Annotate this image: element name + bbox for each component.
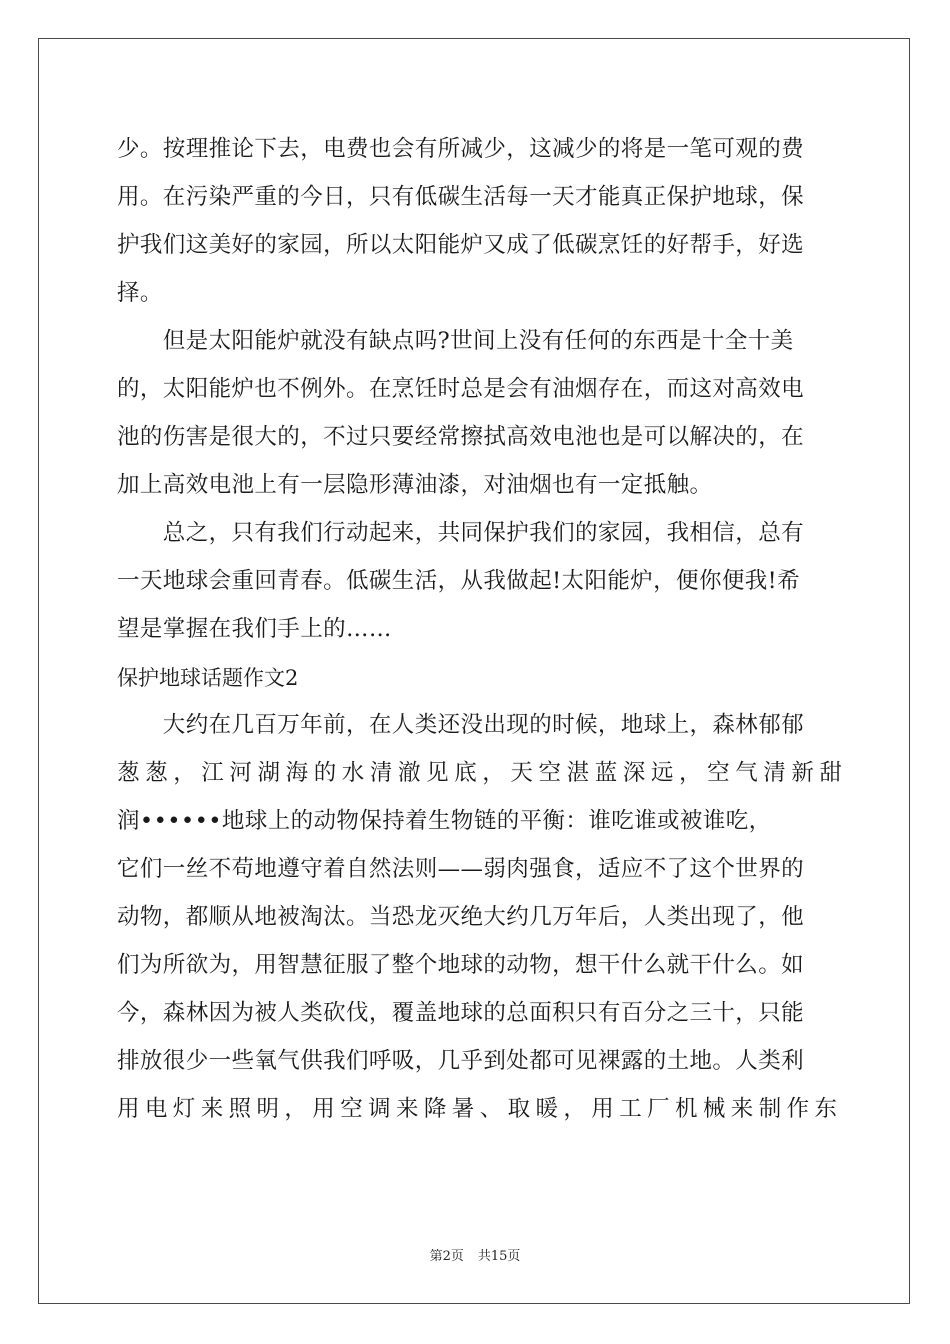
section-line: 它们一丝不苟地遵守着自然法则——弱肉强食，适应不了这个世界的 <box>117 856 805 882</box>
section-line: 葱葱，江河湖海的水清澈见底，天空湛蓝深远，空气清新甜 <box>117 760 848 786</box>
body-line: 但是太阳能炉就没有缺点吗?世间上没有任何的东西是十全十美 <box>117 328 794 354</box>
section-line: 润••••••地球上的动物保持着生物链的平衡：谁吃谁或被谁吃， <box>117 808 772 834</box>
body-line: 池的伤害是很大的，不过只要经常擦拭高效电池也是可以解决的，在 <box>117 424 805 450</box>
section-line: 动物，都顺从地被淘汰。当恐龙灭绝大约几万年后，人类出现了，他 <box>117 904 805 930</box>
body-line: 的，太阳能炉也不例外。在烹饪时总是会有油烟存在，而这对高效电 <box>117 376 805 402</box>
document-body <box>117 125 848 1133</box>
section-line: 大约在几百万年前，在人类还没出现的时候，地球上，森林郁郁 <box>117 712 805 738</box>
body-line: 一天地球会重回青春。低碳生活，从我做起!太阳能炉，便你便我!希 <box>117 568 800 594</box>
body-line: 择。 <box>117 280 163 306</box>
total-pages: 共15页 <box>477 1249 521 1264</box>
section-line: 排放很少一些氧气供我们呼吸，几乎到处都可见裸露的土地。人类利 <box>117 1048 805 1074</box>
body-line: 望是掌握在我们手上的…… <box>117 616 392 642</box>
section-line: 们为所欲为，用智慧征服了整个地球的动物，想干什么就干什么。如 <box>117 952 805 978</box>
body-line: 加上高效电池上有一层隐形薄油漆，对油烟也有一定抵触。 <box>117 472 713 498</box>
body-line: 护我们这美好的家园，所以太阳能炉又成了低碳烹饪的好帮手，好选 <box>117 232 805 258</box>
page-number: 第2页 <box>429 1249 464 1264</box>
section-title: 保护地球话题作文2 <box>117 666 299 690</box>
body-line: 用。在污染严重的今日，只有低碳生活每一天才能真正保护地球，保 <box>117 184 805 210</box>
body-line: 少。按理推论下去，电费也会有所减少，这减少的将是一笔可观的费 <box>117 136 805 162</box>
section-line: 今，森林因为被人类砍伐，覆盖地球的总面积只有百分之三十，只能 <box>117 1000 805 1026</box>
section-line: 用电灯来照明，用空调来降暑、取暖，用工厂机械来制作东 <box>117 1096 843 1122</box>
page-footer <box>0 1245 950 1264</box>
body-line: 总之，只有我们行动起来，共同保护我们的家园，我相信，总有 <box>117 520 805 546</box>
